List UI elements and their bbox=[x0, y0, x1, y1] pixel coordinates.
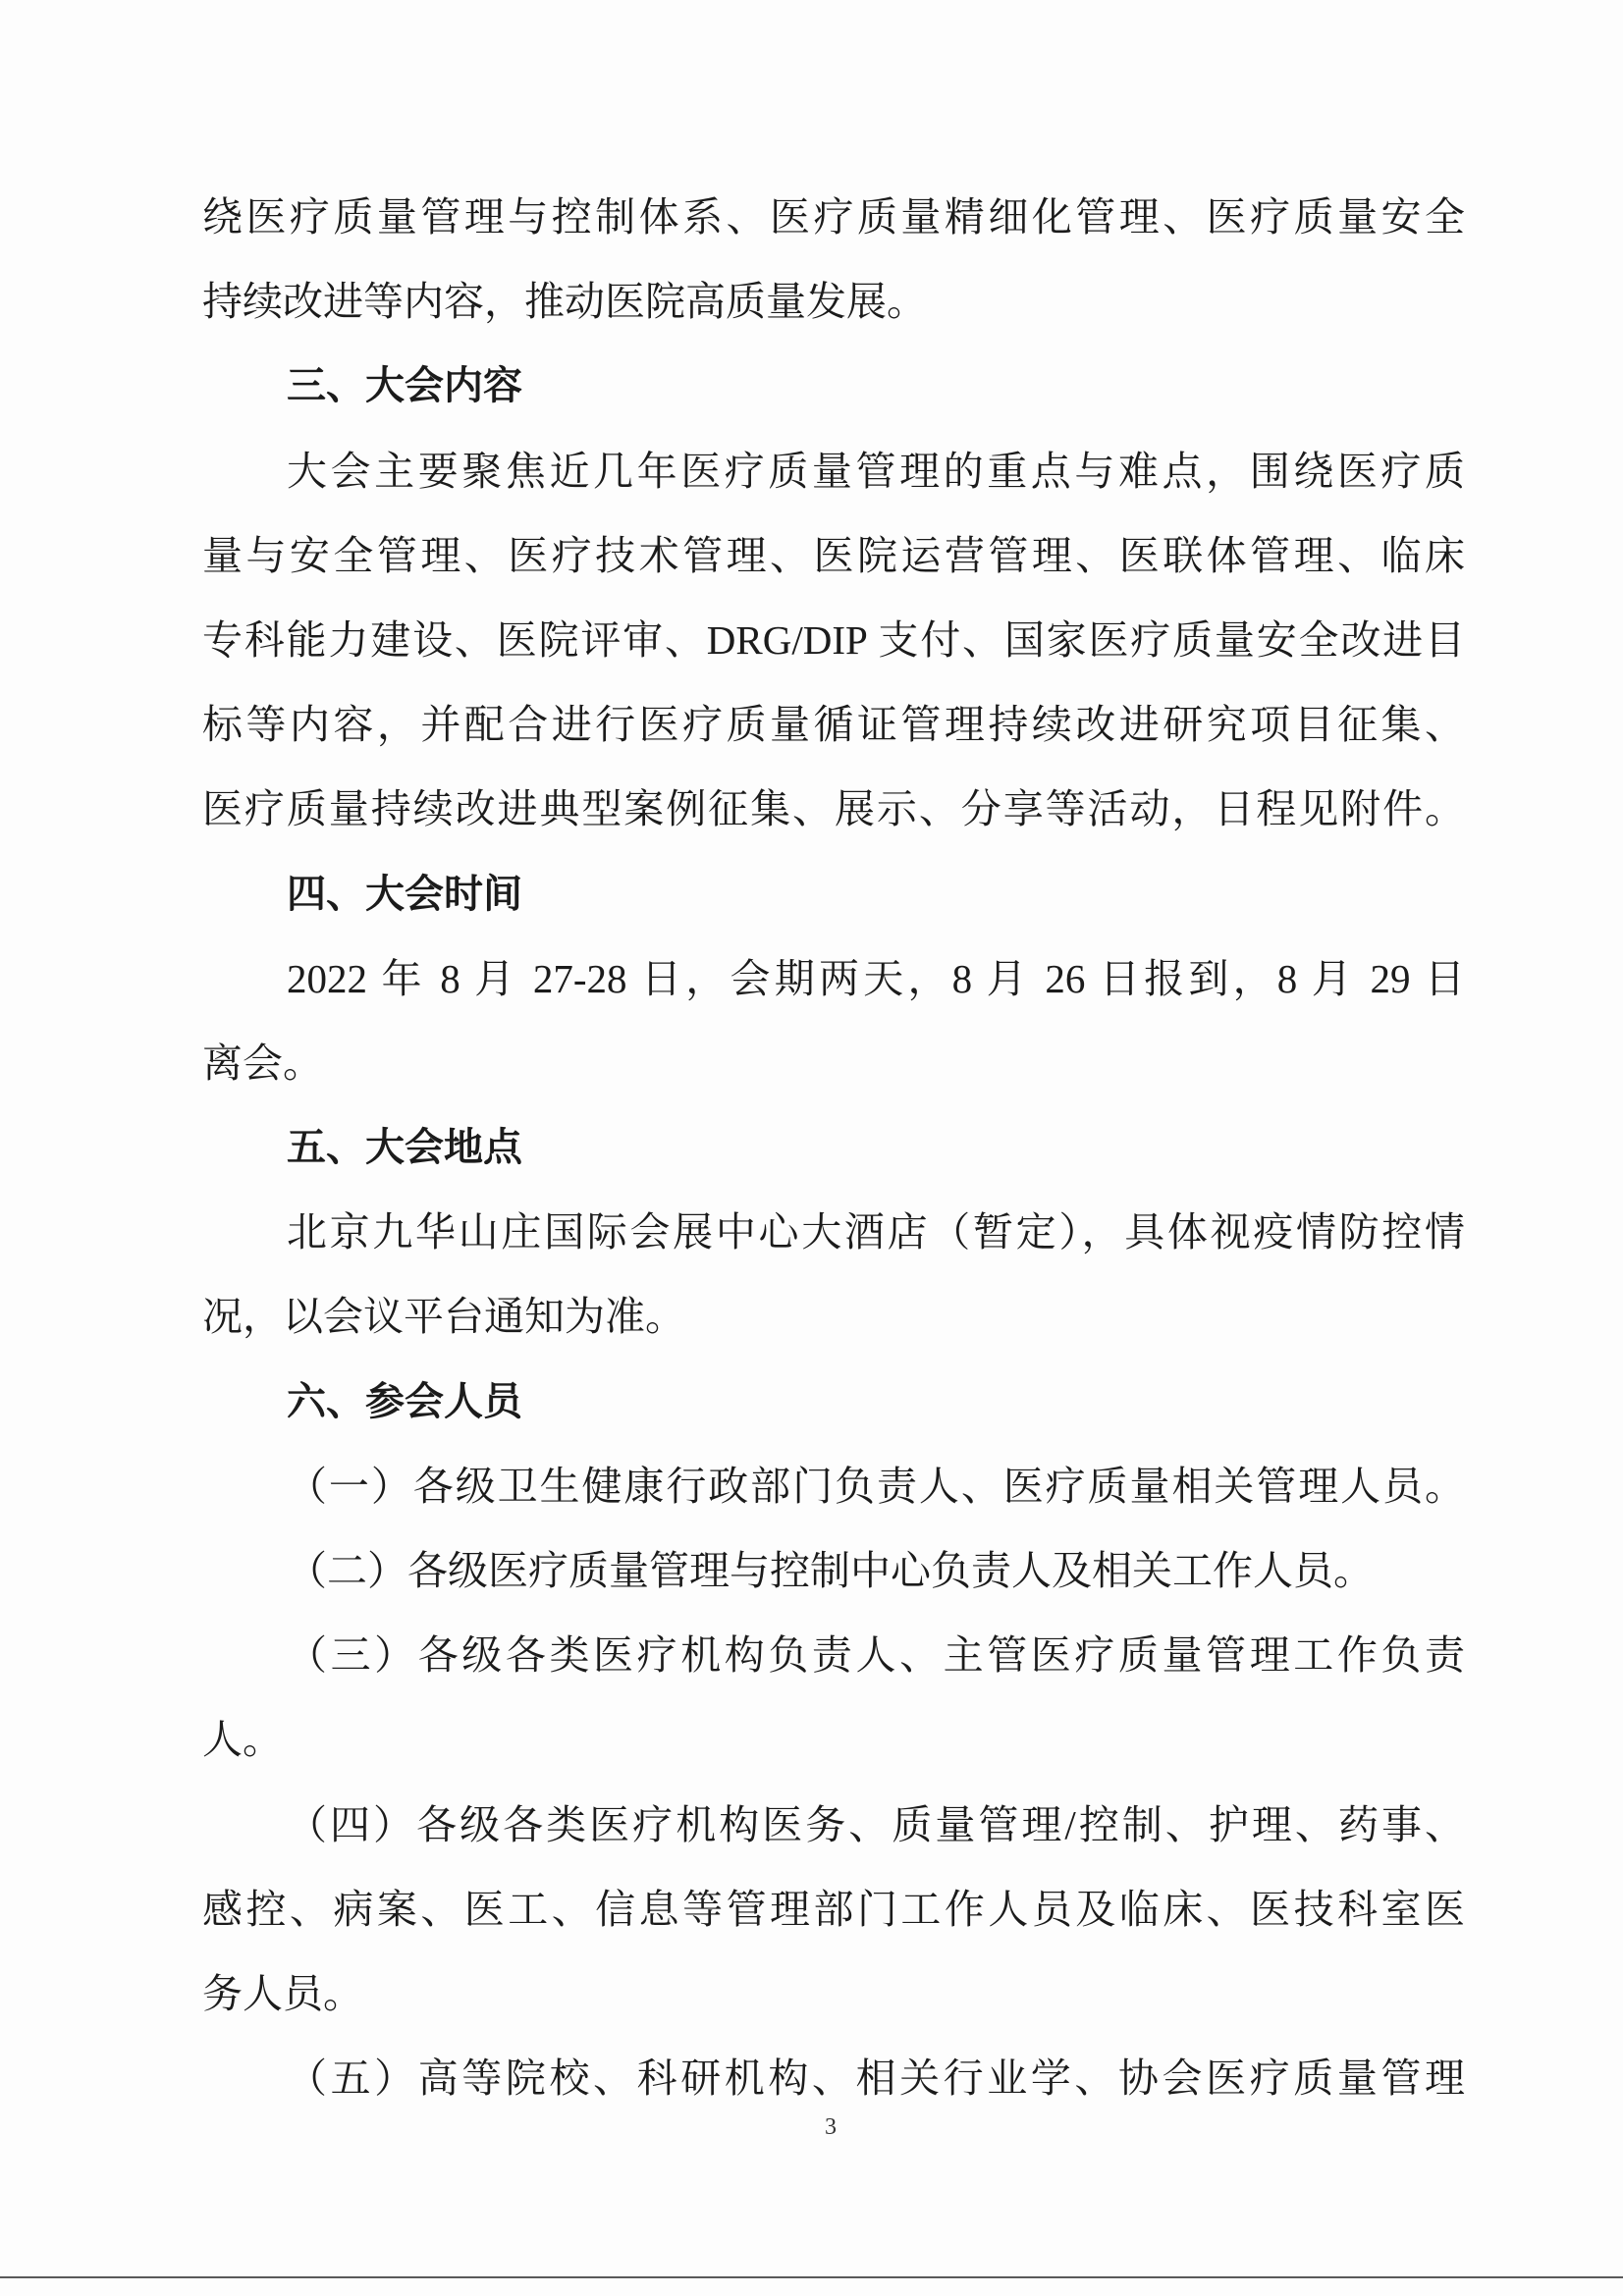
paragraph-line: 离会。 bbox=[202, 1040, 323, 1086]
paragraph-line: 医疗质量持续改进典型案例征集、展示、分享等活动，日程见附件。 bbox=[202, 786, 1465, 832]
paragraph-line: 2022 年 8 月 27-28 日，会期两天，8 月 26 日报到，8 月 29 日 bbox=[287, 955, 1465, 1001]
paragraph-line: （五）高等院校、科研机构、相关行业学、协会医疗质量管理 bbox=[287, 2056, 1465, 2102]
page-number: 3 bbox=[825, 2114, 837, 2140]
section-meeting-content bbox=[202, 344, 1465, 851]
attendee-item bbox=[202, 1528, 1465, 1613]
paragraph-line: （二）各级医疗质量管理与控制中心负责人及相关工作人员。 bbox=[287, 1548, 1374, 1593]
attendee-item bbox=[202, 1783, 1465, 2037]
paragraph-line: 量与安全管理、医疗技术管理、医院运营管理、医联体管理、临床 bbox=[202, 532, 1465, 578]
paragraph-line: 务人员。 bbox=[202, 1970, 363, 2016]
section-heading: 三、大会内容 bbox=[287, 364, 522, 408]
paragraph-line: 大会主要聚焦近几年医疗质量管理的重点与难点，围绕医疗质 bbox=[287, 448, 1465, 494]
section-heading: 五、大会地点 bbox=[287, 1126, 522, 1170]
scan-edge-line bbox=[0, 2276, 1623, 2278]
continued-paragraph bbox=[202, 175, 1465, 344]
attendee-item bbox=[202, 1613, 1465, 1782]
section-attendees bbox=[202, 1360, 1465, 2121]
paragraph-line: 感控、病案、医工、信息等管理部门工作人员及临床、医技科室医 bbox=[202, 1886, 1465, 1932]
section-meeting-location bbox=[202, 1105, 1465, 1360]
paragraph-line: 标等内容，并配合进行医疗质量循证管理持续改进研究项目征集、 bbox=[202, 702, 1465, 748]
paragraph-line: 人。 bbox=[202, 1717, 283, 1763]
paragraph-line: 况，以会议平台通知为准。 bbox=[202, 1294, 685, 1340]
attendee-item bbox=[202, 2036, 1465, 2120]
paragraph-line: （三）各级各类医疗机构负责人、主管医疗质量管理工作负责 bbox=[287, 1632, 1465, 1679]
section-heading: 四、大会时间 bbox=[287, 872, 522, 916]
section-meeting-time bbox=[202, 852, 1465, 1106]
paragraph-line: 北京九华山庄国际会展中心大酒店（暂定），具体视疫情防控情 bbox=[287, 1209, 1465, 1255]
section-heading: 六、参会人员 bbox=[287, 1379, 522, 1423]
paragraph-line: 持续改进等内容，推动医院高质量发展。 bbox=[202, 279, 927, 325]
document-body bbox=[202, 175, 1465, 2120]
paragraph-line: （一）各级卫生健康行政部门负责人、医疗质量相关管理人员。 bbox=[287, 1463, 1465, 1509]
paragraph-line: 绕医疗质量管理与控制体系、医疗质量精细化管理、医疗质量安全 bbox=[202, 194, 1465, 240]
attendee-item bbox=[202, 1444, 1465, 1528]
paragraph-line: 专科能力建设、医院评审、DRG/DIP 支付、国家医疗质量安全改进目 bbox=[202, 616, 1465, 663]
paragraph-line: （四）各级各类医疗机构医务、质量管理/控制、护理、药事、 bbox=[287, 1801, 1465, 1847]
